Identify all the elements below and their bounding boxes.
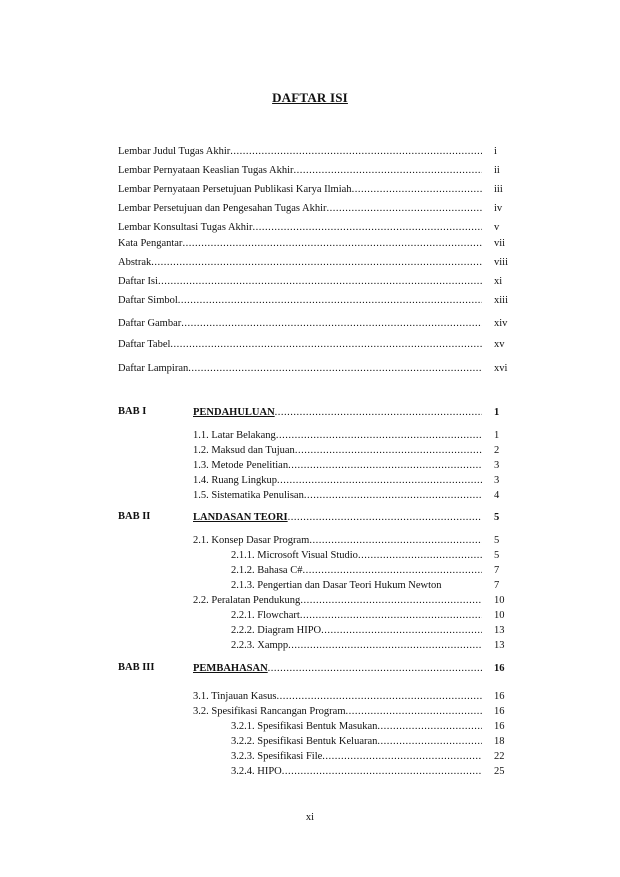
toc-entry: Daftar Gambar ..... <box>118 317 482 330</box>
toc-section: 1.4. Ruang Lingkup ..... <box>193 474 482 487</box>
toc-subsection: 3.2.3. Spesifikasi File ..... <box>231 750 482 763</box>
toc-page-number: 10 <box>494 610 505 621</box>
toc-page-number: i <box>494 146 497 157</box>
chapter-number: BAB II <box>118 511 151 522</box>
toc-section: 1.1. Latar Belakang ..... <box>193 429 482 442</box>
toc-subsection: 2.1.2. Bahasa C# ..... <box>231 564 482 577</box>
toc-page-number: 16 <box>494 663 505 674</box>
toc-page-number: 5 <box>494 550 500 561</box>
toc-section: 3.1. Tinjauan Kasus ..... <box>193 690 482 703</box>
toc-page-number: xvi <box>494 363 508 374</box>
toc-page-number: xiii <box>494 295 509 306</box>
toc-entry: Lembar Pernyataan Keaslian Tugas Akhir ..... <box>118 164 482 177</box>
toc-page-number: ii <box>494 165 500 176</box>
toc-subsection: 3.2.4. HIPO ..... <box>231 765 482 778</box>
toc-section: 2.1. Konsep Dasar Program ..... <box>193 534 482 547</box>
toc-page-number: 10 <box>494 595 505 606</box>
chapter-number: BAB III <box>118 662 155 673</box>
toc-page-number: 1 <box>494 407 500 418</box>
toc-page-number: 22 <box>494 751 505 762</box>
toc-entry: Kata Pengantar ..... <box>118 237 482 250</box>
toc-page-number: xv <box>494 339 505 350</box>
chapter-number: BAB I <box>118 406 147 417</box>
toc-entry: Daftar Lampiran ..... <box>118 362 482 375</box>
toc-page-number: viii <box>494 257 509 268</box>
toc-page-number: xiv <box>494 318 508 329</box>
toc-entry: Daftar Simbol ..... <box>118 294 482 307</box>
toc-page-number: 25 <box>494 766 505 777</box>
toc-entry: Lembar Persetujuan dan Pengesahan Tugas Akhir ..... <box>118 202 482 215</box>
toc-subsection: 3.2.2. Spesifikasi Bentuk Keluaran ..... <box>231 735 482 748</box>
toc-page-number: 1 <box>494 430 500 441</box>
toc-page-number: 13 <box>494 640 505 651</box>
toc-section: 1.2. Maksud dan Tujuan ..... <box>193 444 482 457</box>
toc-page-number: v <box>494 222 500 233</box>
chapter-heading: LANDASAN TEORI ..... <box>193 511 482 524</box>
toc-entry: Daftar Isi ..... <box>118 275 482 288</box>
toc-page-number: 16 <box>494 706 505 717</box>
toc-entry: Lembar Judul Tugas Akhir ..... <box>118 145 482 158</box>
toc-section: 1.5. Sistematika Penulisan ..... <box>193 489 482 502</box>
toc-page-number: 3 <box>494 475 500 486</box>
toc-subsection: 3.2.1. Spesifikasi Bentuk Masukan ..... <box>231 720 482 733</box>
page-title: DAFTAR ISI <box>272 90 348 105</box>
toc-subsection: 2.1.1. Microsoft Visual Studio ..... <box>231 549 482 562</box>
toc-page-number: 2 <box>494 445 500 456</box>
toc-subsection: 2.1.3. Pengertian dan Dasar Teori Hukum Newton <box>231 580 442 591</box>
footer-page-number: xi <box>305 812 315 823</box>
toc-page-number: 16 <box>494 721 505 732</box>
chapter-heading: PENDAHULUAN ..... <box>193 406 482 419</box>
toc-page-number: 3 <box>494 460 500 471</box>
chapter-heading: PEMBAHASAN ..... <box>193 662 482 675</box>
toc-subsection: 2.2.3. Xampp ..... <box>231 639 482 652</box>
toc-page-number: xi <box>494 276 503 287</box>
toc-page-number: 7 <box>494 565 500 576</box>
toc-page-number: 18 <box>494 736 505 747</box>
toc-subsection: 2.2.2. Diagram HIPO ..... <box>231 624 482 637</box>
toc-page-number: iv <box>494 203 503 214</box>
toc-entry: Daftar Tabel ..... <box>118 338 482 351</box>
toc-subsection: 2.2.1. Flowchart ..... <box>231 609 482 622</box>
toc-section: 3.2. Spesifikasi Rancangan Program ..... <box>193 705 482 718</box>
toc-page-number: 13 <box>494 625 505 636</box>
toc-page-number: 4 <box>494 490 500 501</box>
toc-page-number: 16 <box>494 691 505 702</box>
toc-section: 2.2. Peralatan Pendukung ..... <box>193 594 482 607</box>
toc-page-number: iii <box>494 184 503 195</box>
toc-section: 1.3. Metode Penelitian ..... <box>193 459 482 472</box>
toc-page-number: 5 <box>494 512 500 523</box>
toc-page-number: vii <box>494 238 506 249</box>
toc-page-number: 7 <box>494 580 500 591</box>
toc-entry: Abstrak ..... <box>118 256 482 269</box>
toc-entry: Lembar Pernyataan Persetujuan Publikasi Karya Ilmiah ..... <box>118 183 482 196</box>
toc-entry: Lembar Konsultasi Tugas Akhir ..... <box>118 221 482 234</box>
toc-page-number: 5 <box>494 535 500 546</box>
